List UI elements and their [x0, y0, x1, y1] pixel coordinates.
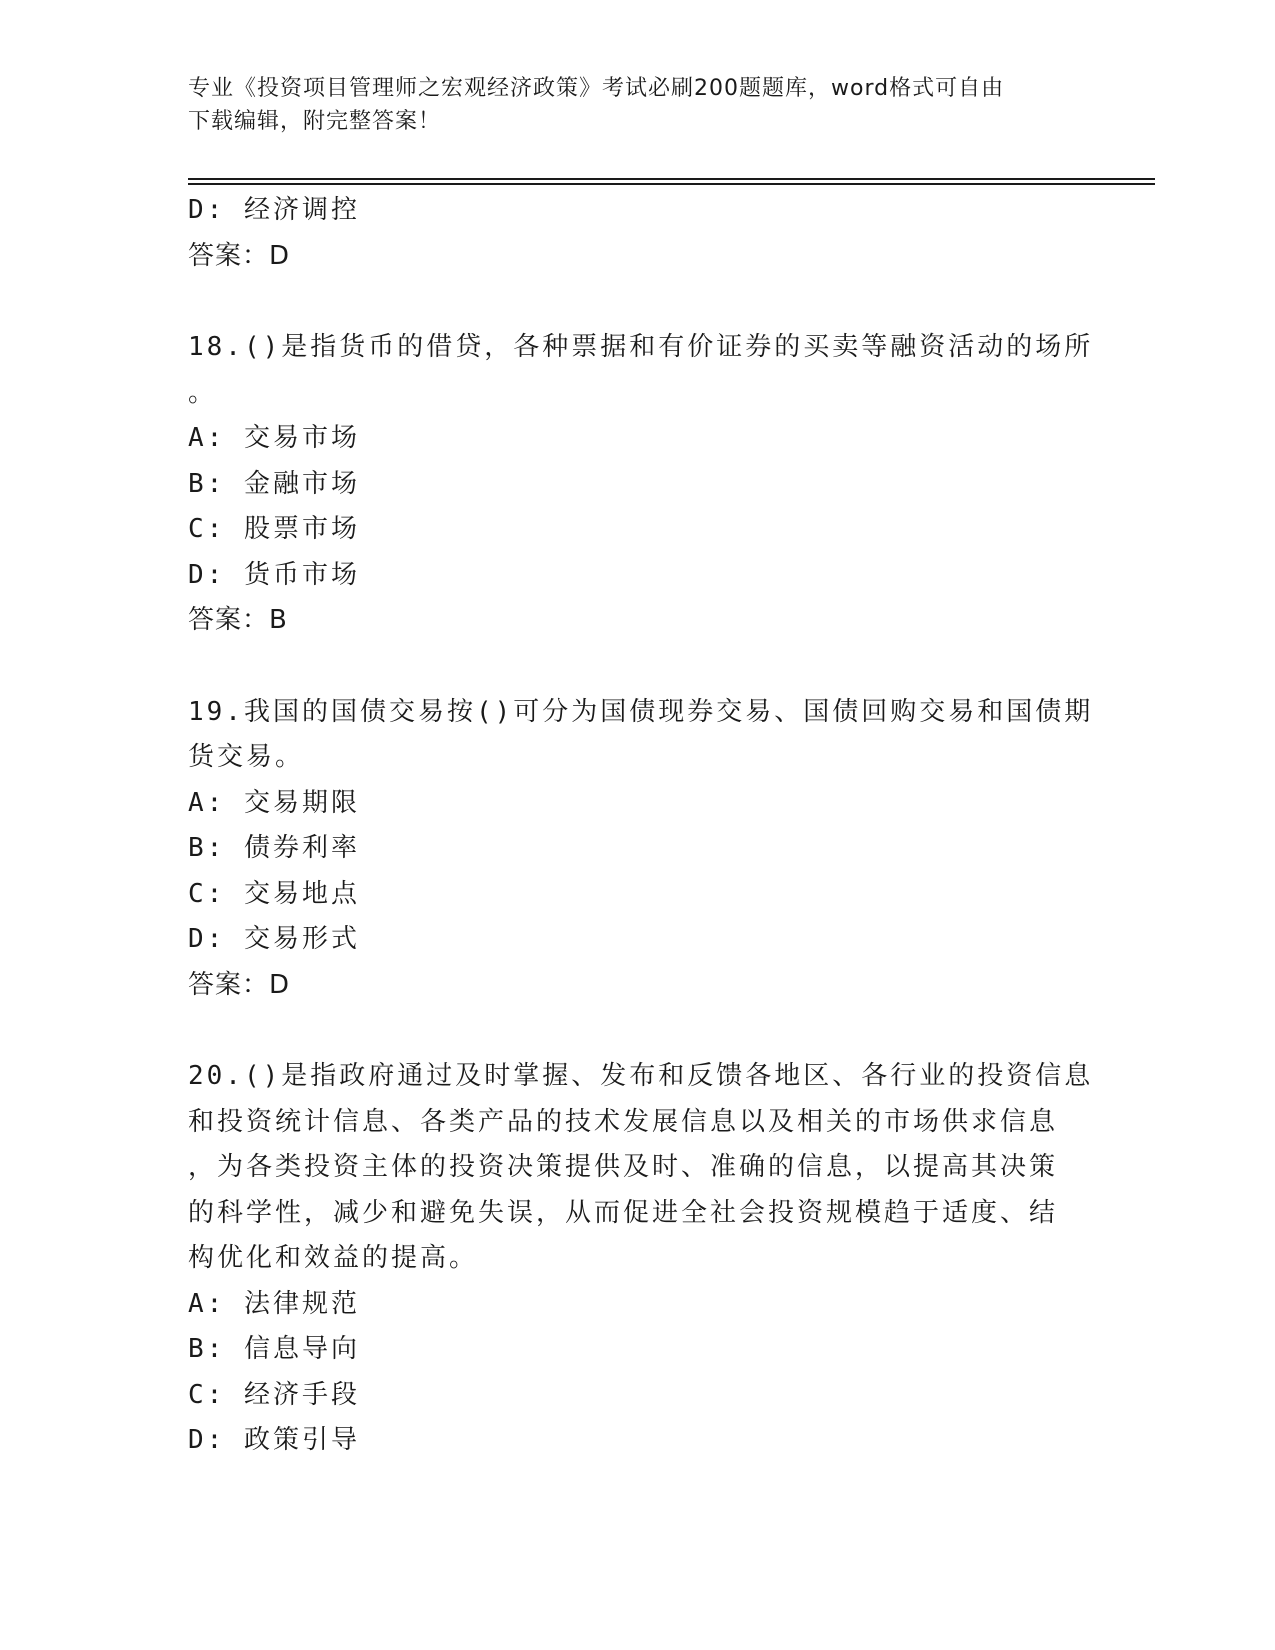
question-gap [188, 279, 1088, 325]
q18-answer: 答案：B [188, 605, 288, 635]
q19-option-b: B: 债券利率 [188, 833, 360, 863]
q17-answer: 答案：D [188, 240, 291, 271]
q20-stem-line: 20.()是指政府通过及时掌握、发布和反馈各地区、各行业的投资信息 [188, 1061, 1094, 1091]
header-line-2: 下载编辑，附完整答案！ [188, 109, 442, 134]
q18-option-a: A: 交易市场 [188, 423, 360, 453]
header-rule-top [188, 178, 1155, 180]
q20-option-c: C: 经济手段 [188, 1379, 360, 1410]
question-list [188, 188, 1094, 1464]
q20-option-b: B: 信息导向 [188, 1334, 360, 1364]
q20-stem [188, 1054, 1094, 1282]
q18-option-d: D: 货币市场 [188, 559, 360, 590]
q19-option-a: A: 交易期限 [188, 787, 360, 818]
q18-stem-line: 18.()是指货币的借贷，各种票据和有价证券的买卖等融资活动的场所 [188, 332, 1094, 362]
q18-option-b: B: 金融市场 [188, 468, 360, 499]
q20-stem-line: 的科学性，减少和避免失误，从而促进全社会投资规模趋于适度、结 [188, 1197, 1059, 1228]
q20-option-d: D: 政策引导 [188, 1425, 360, 1455]
q17-option-d: D: 经济调控 [188, 195, 360, 225]
q20-stem-line: 构优化和效益的提高。 [188, 1243, 479, 1273]
q20-option-a: A: 法律规范 [188, 1288, 360, 1319]
q19-stem-line: 货交易。 [188, 742, 305, 772]
header-rule-bottom [188, 183, 1155, 185]
q18-stem [188, 325, 1094, 416]
q19-stem-line: 19.我国的国债交易按()可分为国债现券交易、国债回购交易和国债期 [188, 696, 1094, 727]
q18-option-c: C: 股票市场 [188, 514, 360, 544]
q19-option-c: C: 交易地点 [188, 878, 360, 909]
q18-stem-line: 。 [188, 377, 218, 408]
q19-stem [188, 690, 1094, 781]
q19-option-d: D: 交易形式 [188, 924, 360, 954]
q19-answer: 答案：D [188, 969, 291, 1000]
q20-stem-line: ，为各类投资主体的投资决策提供及时、准确的信息，以提高其决策 [188, 1152, 1059, 1182]
question-gap [188, 1008, 1088, 1054]
header-line-1: 专业《投资项目管理师之宏观经济政策》考试必刷200题题库，word格式可自由 [188, 76, 1005, 101]
q20-stem-line: 和投资统计信息、各类产品的技术发展信息以及相关的市场供求信息 [188, 1106, 1059, 1137]
question-gap [188, 644, 1088, 690]
document-header [188, 72, 1088, 138]
